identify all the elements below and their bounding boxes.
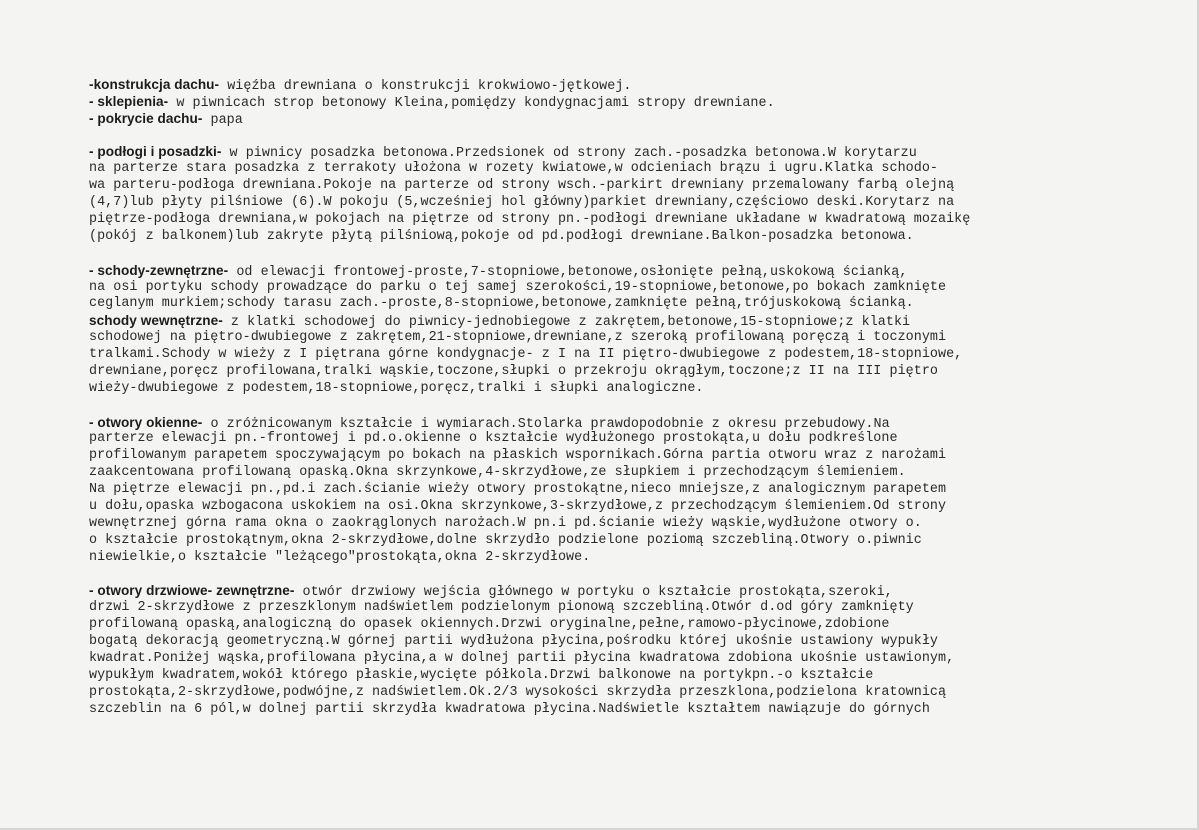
field-text: parterze elewacji pn.-frontowej i pd.o.okienne o kształcie wydłużonego prostokąta,u dołu podkreślone [89, 431, 898, 447]
text-line [89, 229, 1179, 246]
field-text: tralkami.Schody w wieży z I piętrana górne kondygnacje- z I na II piętro-dwubiegowe z podestem,18-stopniowe, [89, 347, 963, 363]
text-line [89, 448, 1179, 465]
field-text: profilowanym parapetem spoczywającym po bokach na płaskich wspornikach.Górna partia otworu wraz z narożami [89, 448, 947, 464]
field-label: - sklepienia- [89, 93, 169, 109]
field-text: o kształcie prostokątnym,okna 2-skrzydłowe,dolne skrzydło podzielone poziomą szczebliną.Otwory o.piwnic [89, 532, 922, 548]
paragraph-doors [89, 583, 1179, 718]
paragraph-windows [89, 415, 1179, 567]
field-label: - podłogi i posadzki- [89, 144, 222, 160]
field-text: na osi portyku schody prowadzące do parku o tej samej szerokości,19-stopniowe,betonowe,po bokach zamknięte [89, 279, 947, 295]
text-line [89, 651, 1179, 668]
field-text: od elewacji frontowej-proste,7-stopniowe,betonowe,osłonięte pełną,uskokową ścianką, [228, 264, 908, 280]
field-text: z klatki schodowej do piwnicy-jednobiegowe z zakrętem,betonowe,15-stopniowe;z klatki [222, 315, 911, 331]
field-label: -konstrukcja dachu- [89, 77, 220, 92]
field-text: w piwnicy posadzka betonowa.Przedsionek od strony zach.-posadzka betonowa.W korytarzu [221, 146, 917, 162]
text-line [89, 263, 1179, 280]
field-text: (pokój z balkonem)lub zakryte płytą pilśniową,pokoje od pd.podłogi drewniane.Balkon-posadzka betonowa. [89, 228, 914, 244]
text-line [89, 482, 1179, 499]
text-line [89, 330, 1179, 347]
field-text: Na piętrze elewacji pn.,pd.i zach.ścianie wieży otwory prostokątne,nieco mniejsze,z analogicznym parapetem [89, 482, 947, 498]
field-text: ceglanym murkiem;schody tarasu zach.-proste,8-stopniowe,betonowe,zamknięte pełną,trójuskokową ścianką. [89, 296, 914, 312]
field-text: drzwi 2-skrzydłowe z przeszklonym nadświetlem podzielonym pionową szczebliną.Otwór d.od góry zamknięty [89, 600, 914, 616]
text-line [89, 533, 1179, 550]
text-line [89, 364, 1179, 381]
field-text: piętrze-podłoga drewniana,w pokojach na piętrze od strony pn.-podłogi drewniane układane w kwadratową mozaikę [89, 212, 971, 228]
field-text: prostokąta,2-skrzydłowe,podwójne,z nadświetlem.Ok.2/3 wysokości skrzydła przeszklona,podzielona kratownicą [89, 684, 947, 700]
field-text: o zróżnicowanym kształcie i wymiarach.Stolarka prawdopodobnie z okresu przebudowy.Na [202, 416, 890, 432]
field-text: kwadrat.Poniżej wąska,profilowana płycina,a w dolnej partii płycina kwadratowa zdobiona ukośnie ustawionym, [89, 650, 955, 666]
field-label: schody wewnętrzne- [89, 313, 223, 329]
field-label: - schody-zewnętrzne- [89, 262, 229, 278]
field-label: - otwory okienne- [89, 414, 203, 430]
text-line [89, 313, 1179, 330]
field-text: papa [202, 112, 243, 128]
field-text: bogatą dekoracją geometryczną.W górnej partii wydłużona płycina,pośrodku której ukośnie ustawiony wypukły [89, 634, 938, 650]
field-text: otwór drzwiowy wejścia głównego w portyku o kształcie prostokąta,szeroki, [294, 585, 893, 601]
text-line [89, 668, 1179, 685]
text-line [89, 347, 1179, 364]
text-line [89, 296, 1179, 313]
field-text: wewnętrznej górna rama okna o zaokrąglonych narożach.W pn.i pd.ścianie wieży wąskie,wydłużone otwory o. [89, 515, 922, 531]
text-line [89, 600, 1179, 617]
text-line [89, 583, 1179, 600]
text-line [89, 634, 1179, 651]
field-text: wypukłym kwadratem,wokół którego płaskie,wycięte półkola.Drzwi balkonowe na portykpn.-o kształcie [89, 667, 874, 683]
text-line [89, 381, 1179, 398]
text-line [89, 499, 1179, 516]
text-line [89, 617, 1179, 634]
text-line [89, 77, 1179, 94]
field-text: drewniane,poręcz profilowana,tralki wąskie,toczone,słupki o przekroju okrągłym,toczone;z II na III piętro [89, 363, 938, 379]
document-body [89, 77, 1179, 735]
field-text: zaakcentowana profilowaną opaską.Okna skrzynkowe,4-skrzydłowe,ze słupkiem i przechodzącym ślemieniem. [89, 465, 906, 481]
field-text: profilowaną opaską,analogiczną do opasek okiennych.Drzwi oryginalne,pełne,ramowo-płycinowe,zdobione [89, 617, 890, 633]
field-text: na parterze stara posadzka z terrakoty ułożona w rozety kwiatowe,w odcieniach brązu i ugru.Klatka schodo- [89, 161, 938, 177]
field-label: - pokrycie dachu- [89, 110, 203, 126]
text-line [89, 685, 1179, 702]
field-text: niewielkie,o kształcie "leżącego"prostokąta,okna 2-skrzydłowe. [89, 549, 591, 565]
field-text: wa parteru-podłoga drewniana.Pokoje na parterze od strony wsch.-parkirt drewniany przemalowany farbą olejną [89, 178, 955, 194]
text-line [89, 465, 1179, 482]
text-line [89, 550, 1179, 567]
text-line [89, 415, 1179, 432]
field-text: u dołu,opaska wzbogacona uskokiem na osi.Okna skrzynkowe,3-skrzydłowe,z przechodzącym ślemieniem.Od strony [89, 498, 947, 514]
paragraph-stairs [89, 263, 1179, 398]
field-text: (4,7)lub płyty pilśniowe (6).W pokoju (5,wcześniej hol główny)parkiet drewniany,częściowo deski.Korytarz na [89, 195, 955, 211]
text-line [89, 161, 1179, 178]
paragraph-floors [89, 144, 1179, 245]
text-line [89, 212, 1179, 229]
text-line [89, 280, 1179, 297]
text-line [89, 178, 1179, 195]
field-text: szczeblin na 6 pól,w dolnej partii skrzydła kwadratowa płycina.Nadświetle kształtem nawiązuje do górnych [89, 701, 930, 717]
text-line [89, 516, 1179, 533]
field-text: w piwnicach strop betonowy Kleina,pomiędzy kondygnacjami stropy drewniane. [168, 95, 775, 111]
text-line [89, 195, 1179, 212]
paragraph-roof [89, 77, 1179, 128]
field-text: schodowej na piętro-dwubiegowe z zakrętem,21-stopniowe,drewniane,z szeroką profilowaną poręczą i toczonymi [89, 330, 947, 346]
text-line [89, 94, 1179, 111]
text-line [89, 431, 1179, 448]
text-line [89, 702, 1179, 719]
text-line [89, 144, 1179, 161]
field-text: wieży-dwubiegowe z podestem,18-stopniowe,poręcz,tralki i słupki analogiczne. [89, 380, 704, 396]
field-label: - otwory drzwiowe- zewnętrzne- [89, 583, 295, 599]
text-line [89, 111, 1179, 128]
field-text: więźba drewniana o konstrukcji krokwiowo-jętkowej. [219, 79, 632, 94]
